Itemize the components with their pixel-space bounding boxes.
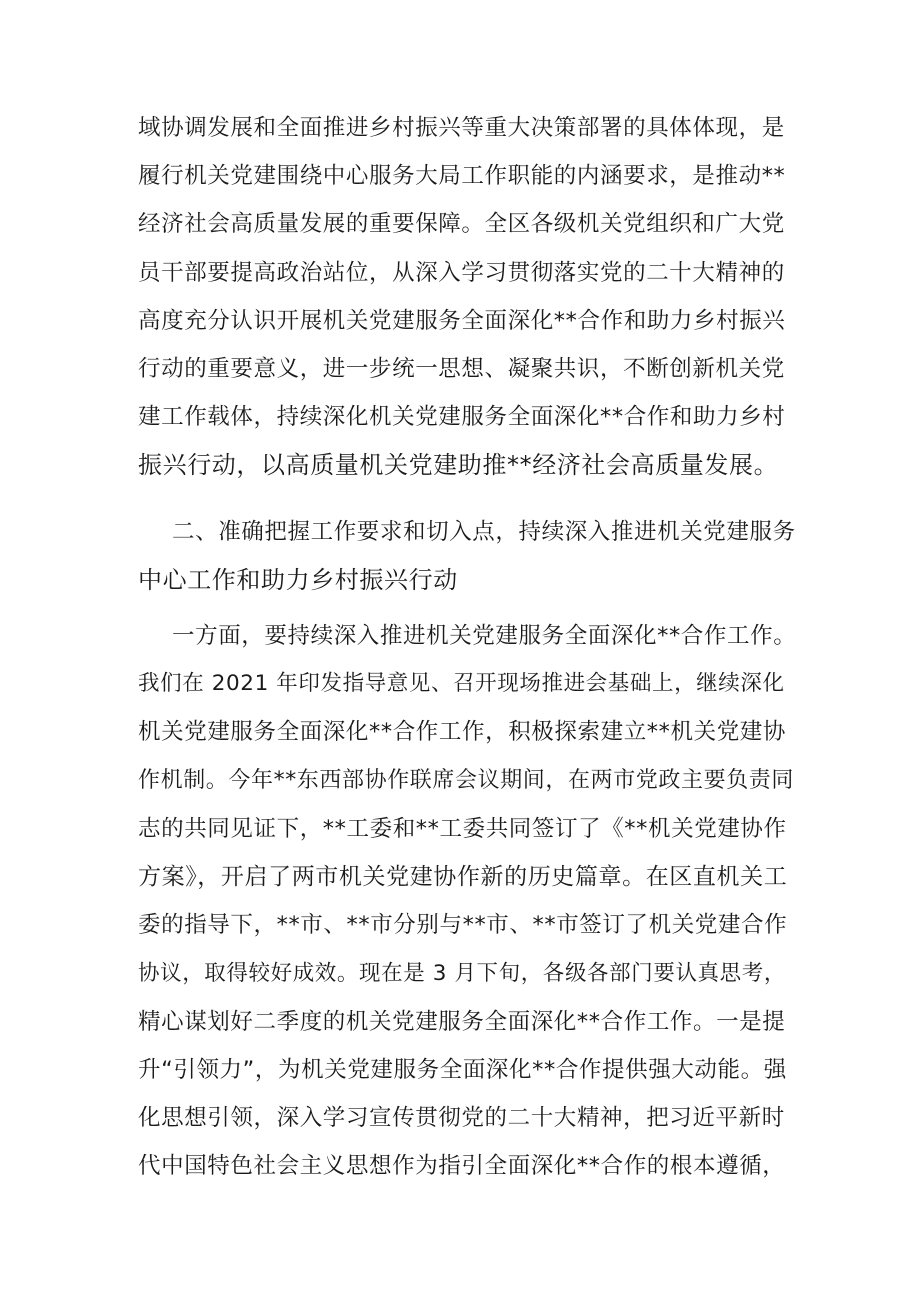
text-line: 作机制。今年**东西部协作联席会议期间，在两市党政主要负责同 [138,768,795,793]
text-line: 一方面，要持续深入推进机关党建服务全面深化**合作工作。 [172,623,797,649]
text-line: 域协调发展和全面推进乡村振兴等重大决策部署的具体体现，是 [138,115,785,141]
text-line: 升“引领力”，为机关党建服务全面深化**合作提供强大动能。强 [138,1057,787,1083]
text-line: 委的指导下，**市、**市分别与**市、**市签订了机关党建合作 [138,912,788,938]
text-line: 机关党建服务全面深化**合作工作，积极探索建立**机关党建协 [138,719,787,745]
text-line: 协议，取得较好成效。现在是 3 月下旬，各级各部门要认真思考， [138,961,786,986]
text-line: 精心谋划好二季度的机关党建服务全面深化**合作工作。一是提 [138,1009,786,1035]
text-line: 代中国特色社会主义思想作为指引全面深化**合作的根本遵循， [138,1153,786,1179]
text-line: 高度充分认识开展机关党建服务全面深化**合作和助力乡村振兴 [138,308,786,334]
section-heading-continued: 中心工作和助力乡村振兴行动 [138,566,458,594]
text-line: 员干部要提高政治站位，从深入学习贯彻落实党的二十大精神的 [138,260,785,286]
text-line: 建工作载体，持续深化机关党建服务全面深化**合作和助力乡村 [138,404,786,430]
text-line: 经济社会高质量发展的重要保障。全区各级机关党组织和广大党 [138,211,785,237]
text-line: 我们在 2021 年印发指导意见、召开现场推进会基础上，继续深化 [138,671,785,696]
text-line: 振兴行动，以高质量机关党建助推**经济社会高质量发展。 [138,451,779,479]
text-line: 行动的重要意义，进一步统一思想、凝聚共识，不断创新机关党 [138,356,785,382]
text-line: 志的共同见证下，**工委和**工委共同签订了《**机关党建协作 [138,816,787,842]
text-line: 方案》，开启了两市机关党建协作新的历史篇章。在区直机关工 [138,864,788,890]
section-heading: 二、准确把握工作要求和切入点，持续深入推进机关党建服务 [172,519,796,545]
text-line: 履行机关党建围绕中心服务大局工作职能的内涵要求，是推动** [138,163,786,189]
text-line: 化思想引领，深入学习宣传贯彻党的二十大精神，把习近平新时 [138,1105,785,1131]
